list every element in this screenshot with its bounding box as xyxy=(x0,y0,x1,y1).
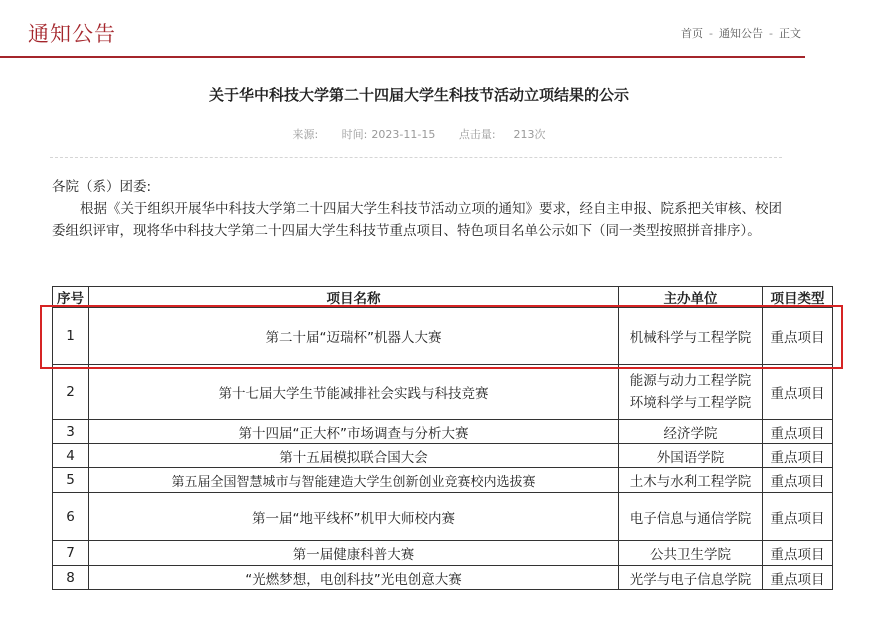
cell-unit: 电子信息与通信学院 xyxy=(619,493,763,541)
article-title: 关于华中科技大学第二十四届大学生科技节活动立项结果的公示 xyxy=(208,86,629,104)
cell-unit: 土木与水利工程学院 xyxy=(619,468,763,493)
article-meta xyxy=(0,126,838,142)
cell-name: “光燃梦想，电创科技”光电创意大赛 xyxy=(89,566,619,590)
breadcrumb-notices[interactable]: 通知公告 xyxy=(719,27,764,40)
header-type: 项目类型 xyxy=(763,287,833,308)
breadcrumb-home[interactable]: 首页 xyxy=(681,27,704,40)
cell-type: 重点项目 xyxy=(763,365,833,420)
cell-no: 8 xyxy=(53,566,89,590)
salutation: 各院（系）团委: xyxy=(52,179,152,195)
cell-unit: 光学与电子信息学院 xyxy=(619,566,763,590)
cell-name: 第一届健康科普大赛 xyxy=(89,541,619,566)
table-row xyxy=(53,365,833,420)
table-row xyxy=(53,468,833,493)
meta-time-label: 时间: xyxy=(341,128,368,141)
project-table xyxy=(52,286,833,590)
meta-source-label: 来源: xyxy=(292,128,319,141)
breadcrumb-separator: - xyxy=(709,27,714,40)
cell-name: 第二十届“迈瑞杯”机器人大赛 xyxy=(89,308,619,365)
breadcrumb-current: 正文 xyxy=(779,27,801,40)
cell-type: 重点项目 xyxy=(763,308,833,365)
cell-type: 重点项目 xyxy=(763,420,833,444)
meta-time xyxy=(342,128,436,141)
cell-no: 3 xyxy=(53,420,89,444)
cell-type: 重点项目 xyxy=(763,566,833,590)
table-row xyxy=(53,420,833,444)
table-row xyxy=(53,493,833,541)
table-row xyxy=(53,566,833,590)
header-name: 项目名称 xyxy=(89,287,619,308)
cell-type: 重点项目 xyxy=(763,444,833,468)
cell-type: 重点项目 xyxy=(763,468,833,493)
cell-no: 5 xyxy=(53,468,89,493)
section-header xyxy=(0,0,805,58)
header-no: 序号 xyxy=(53,287,89,308)
section-title: 通知公告 xyxy=(28,22,116,46)
cell-no: 4 xyxy=(53,444,89,468)
divider xyxy=(50,157,782,158)
cell-name: 第十五届模拟联合国大会 xyxy=(89,444,619,468)
cell-unit: 机械科学与工程学院 xyxy=(619,308,763,365)
meta-time-value: 2023-11-15 xyxy=(371,128,436,141)
body-paragraph: 根据《关于组织开展华中科技大学第二十四届大学生科技节活动立项的通知》要求，经自主申报、院系把关审核、校团委组织评审，现将华中科技大学第二十四届大学生科技节重点项目、特色项目名单公示如下（同一类型按照拼音排序）。 xyxy=(52,201,782,239)
table-row xyxy=(53,308,833,365)
cell-type: 重点项目 xyxy=(763,541,833,566)
cell-unit-line: 能源与动力工程学院 xyxy=(629,373,752,389)
cell-unit-line: 环境科学与工程学院 xyxy=(629,395,752,411)
table-row xyxy=(53,444,833,468)
cell-name: 第一届“地平线杯”机甲大师校内赛 xyxy=(89,493,619,541)
meta-hits-label: 点击量: xyxy=(458,128,496,141)
cell-name: 第十七届大学生节能减排社会实践与科技竞赛 xyxy=(89,365,619,420)
cell-unit: 外国语学院 xyxy=(619,444,763,468)
header-unit: 主办单位 xyxy=(619,287,763,308)
cell-name: 第十四届“正大杯”市场调查与分析大赛 xyxy=(89,420,619,444)
table-row xyxy=(53,541,833,566)
table-header-row xyxy=(53,287,833,308)
cell-unit: 公共卫生学院 xyxy=(619,541,763,566)
breadcrumb-separator: - xyxy=(769,27,773,40)
cell-unit xyxy=(619,365,763,420)
breadcrumb xyxy=(681,25,801,41)
cell-type: 重点项目 xyxy=(763,493,833,541)
cell-no: 7 xyxy=(53,541,89,566)
cell-unit: 经济学院 xyxy=(619,420,763,444)
cell-no: 2 xyxy=(53,365,89,420)
cell-name: 第五届全国智慧城市与智能建造大学生创新创业竞赛校内选拔赛 xyxy=(89,468,619,493)
article-body xyxy=(52,176,782,242)
meta-hits xyxy=(459,128,546,141)
cell-no: 6 xyxy=(53,493,89,541)
cell-no: 1 xyxy=(53,308,89,365)
meta-hits-value: 213次 xyxy=(513,128,546,141)
